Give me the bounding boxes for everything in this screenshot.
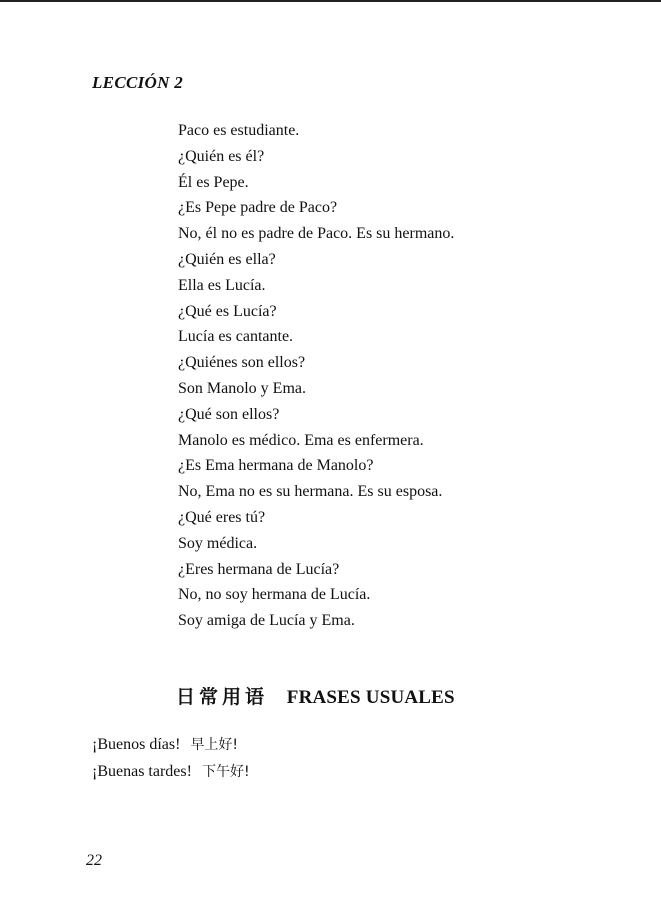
dialogue-line: Ella es Lucía. — [178, 276, 266, 294]
dialogue-line: ¿Qué son ellos? — [178, 405, 280, 423]
dialogue-line: ¿Es Pepe padre de Paco? — [178, 199, 338, 217]
phrase-chinese: 早上好! — [190, 737, 239, 753]
phrase-spanish: ¡Buenas tardes! — [92, 763, 192, 780]
phrase-chinese: 下午好! — [201, 764, 250, 780]
section-heading — [176, 682, 455, 709]
dialogue-line: No, Ema no es su hermana. Es su esposa. — [178, 483, 443, 501]
page-number: 22 — [86, 852, 102, 869]
dialogue-line: Soy médica. — [178, 534, 258, 552]
dialogue-list — [178, 118, 454, 634]
dialogue-line: ¿Qué eres tú? — [178, 508, 266, 526]
phrase-item — [92, 731, 250, 758]
dialogue-line: Soy amiga de Lucía y Ema. — [178, 612, 355, 630]
dialogue-line: Son Manolo y Ema. — [178, 379, 306, 397]
phrase-spanish: ¡Buenos días! — [92, 736, 181, 753]
dialogue-line: Manolo es médico. Ema es enfermera. — [178, 431, 424, 449]
dialogue-line: ¿Quiénes son ellos? — [178, 354, 306, 372]
phrase-item — [92, 758, 250, 785]
dialogue-line: ¿Qué es Lucía? — [178, 302, 277, 320]
dialogue-line: Lucía es cantante. — [178, 328, 294, 346]
dialogue-line: ¿Quién es ella? — [178, 250, 276, 268]
section-heading-chinese: 日常用语 — [176, 686, 269, 708]
dialogue-line: ¿Eres hermana de Lucía? — [178, 560, 340, 578]
phrases-list — [92, 731, 250, 785]
dialogue-line: ¿Es Ema hermana de Manolo? — [178, 457, 374, 475]
dialogue-line: Él es Pepe. — [178, 173, 249, 191]
section-heading-spanish: FRASES USUALES — [286, 687, 455, 708]
dialogue-line: ¿Quién es él? — [178, 147, 265, 165]
dialogue-line: Paco es estudiante. — [178, 122, 300, 139]
dialogue-line: No, él no es padre de Paco. Es su hermano. — [178, 225, 455, 243]
lesson-title: LECCIÓN 2 — [92, 73, 184, 92]
top-border-rule — [0, 0, 661, 2]
dialogue-line: No, no soy hermana de Lucía. — [178, 586, 371, 604]
